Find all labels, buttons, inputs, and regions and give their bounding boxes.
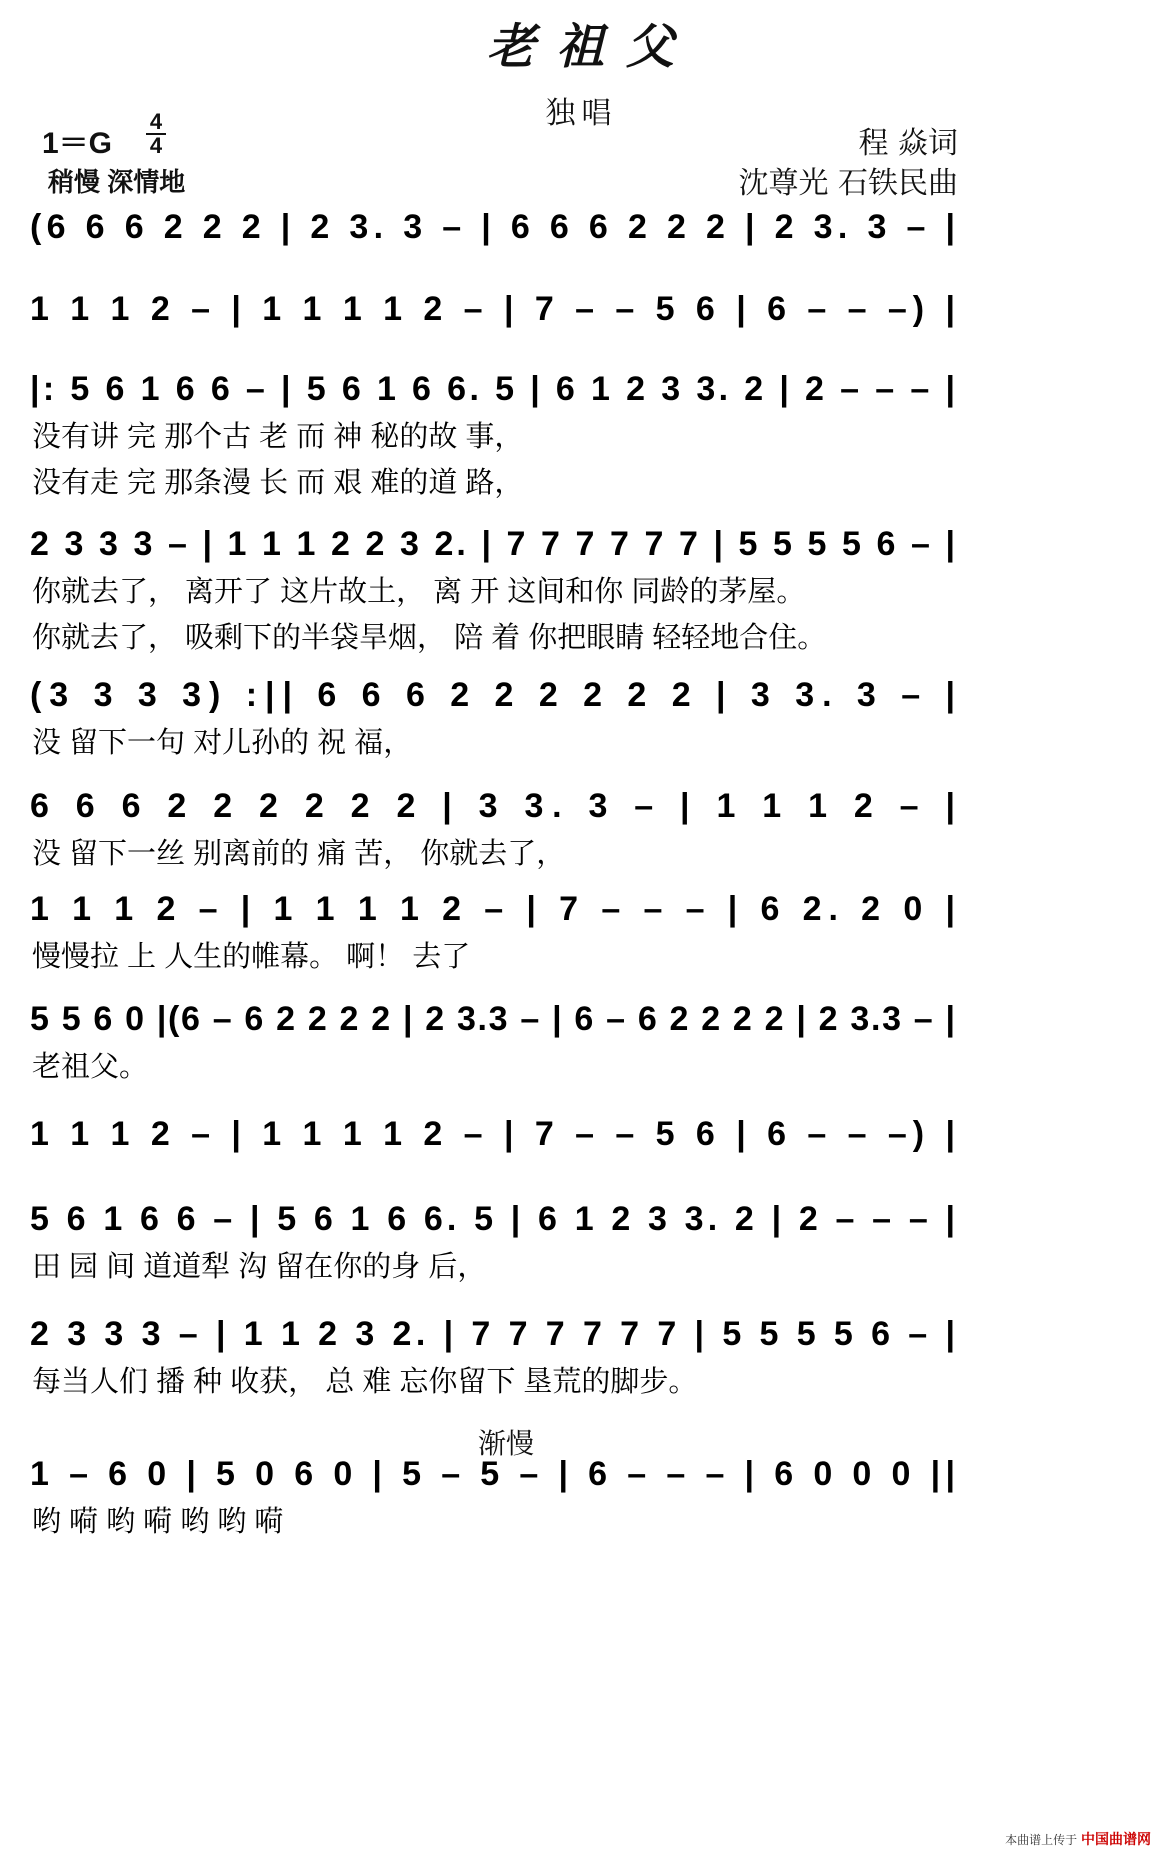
lyric-line: 没有走 完 那条漫 长 而 艰 难的道 路， (32, 467, 524, 499)
footer-brand[interactable]: 中国曲谱网 (1081, 1832, 1151, 1848)
notation-row-4: 2 3 3 3 – | 1 1 1 2 2 3 2. | 7 7 7 7 7 7 | 5 5 5 5 6 – | (30, 525, 956, 563)
notation-row-1: (6 6 6 2 2 2 | 2 3. 3 – | 6 6 6 2 2 2 | 2 3. 3 – | (30, 208, 956, 246)
notation-row-3: |: 5 6 1 6 6 – | 5 6 1 6 6. 5 | 6 1 2 3 3. 2 | 2 – – – | (30, 370, 955, 408)
notation-row-8: 5 5 6 0 |(6 – 6 2 2 2 2 | 2 3.3 – | 6 – 6 2 2 2 2 | 2 3.3 – | (30, 1000, 955, 1038)
notation-row-9: 1 1 1 2 – | 1 1 1 1 2 – | 7 – – 5 6 | 6 – – –) | (30, 1115, 956, 1153)
tempo-change-marking: 渐慢 (478, 1427, 535, 1460)
lyric-line: 每当人们 播 种 收获， 总 难 忘你留下 垦荒的脚步。 (32, 1366, 698, 1398)
time-sig-top: 4 (149, 109, 163, 134)
footer (1005, 1829, 1151, 1849)
time-sig-bottom: 4 (149, 133, 163, 158)
notation-row-7: 1 1 1 2 – | 1 1 1 1 2 – | 7 – – – | 6 2. 2 0 | (30, 890, 955, 928)
footer-text: 本曲谱上传于 (1005, 1833, 1078, 1847)
notation-row-6: 6 6 6 2 2 2 2 2 2 | 3 3. 3 – | 1 1 1 2 – | (30, 787, 955, 825)
song-title: 老 祖 父 (486, 19, 677, 75)
notation-row-12: 1 – 6 0 | 5 0 6 0 | 5 – 5 – | 6 – – – | 6 0 0 0 || (30, 1455, 955, 1493)
notation-row-2: 1 1 1 2 – | 1 1 1 1 2 – | 7 – – 5 6 | 6 – – –) | (30, 290, 956, 328)
lyric-line: 没有讲 完 那个古 老 而 神 秘的故 事， (32, 421, 524, 453)
lyric-line: 老祖父。 (32, 1051, 149, 1083)
lyric-line: 你就去了， 离开了 这片故土， 离 开 这间和你 同龄的茅屋。 (32, 576, 806, 608)
notation-row-10: 5 6 1 6 6 – | 5 6 1 6 6. 5 | 6 1 2 3 3. 2 | 2 – – – | (30, 1200, 956, 1238)
lyric-line: 你就去了， 吸剩下的半袋旱烟， 陪 着 你把眼睛 轻轻地合住。 (32, 622, 827, 654)
lyric-line: 没 留下一句 对儿孙的 祝 福， (32, 727, 413, 759)
lyric-line: 哟 嗬 哟 嗬 哟 哟 嗬 (32, 1506, 284, 1538)
lyric-line: 田 园 间 道道犁 沟 留在你的身 后， (32, 1251, 487, 1283)
composer-credit: 沈尊光 石铁民曲 (738, 166, 958, 201)
tempo-marking: 稍慢 深情地 (48, 167, 186, 197)
subtitle: 独唱 (545, 96, 618, 131)
key-signature: 1＝G (42, 127, 113, 160)
lyricist-credit: 程 焱词 (858, 126, 958, 161)
notation-row-11: 2 3 3 3 – | 1 1 2 3 2. | 7 7 7 7 7 7 | 5 5 5 5 6 – | (30, 1315, 956, 1353)
notation-row-5: (3 3 3 3) :|| 6 6 6 2 2 2 2 2 2 | 3 3. 3 – | (30, 676, 956, 714)
lyric-line: 慢慢拉 上 人生的帷幕。 啊！ 去了 (32, 941, 471, 973)
lyric-line: 没 留下一丝 别离前的 痛 苦， 你就去了， (32, 838, 566, 870)
